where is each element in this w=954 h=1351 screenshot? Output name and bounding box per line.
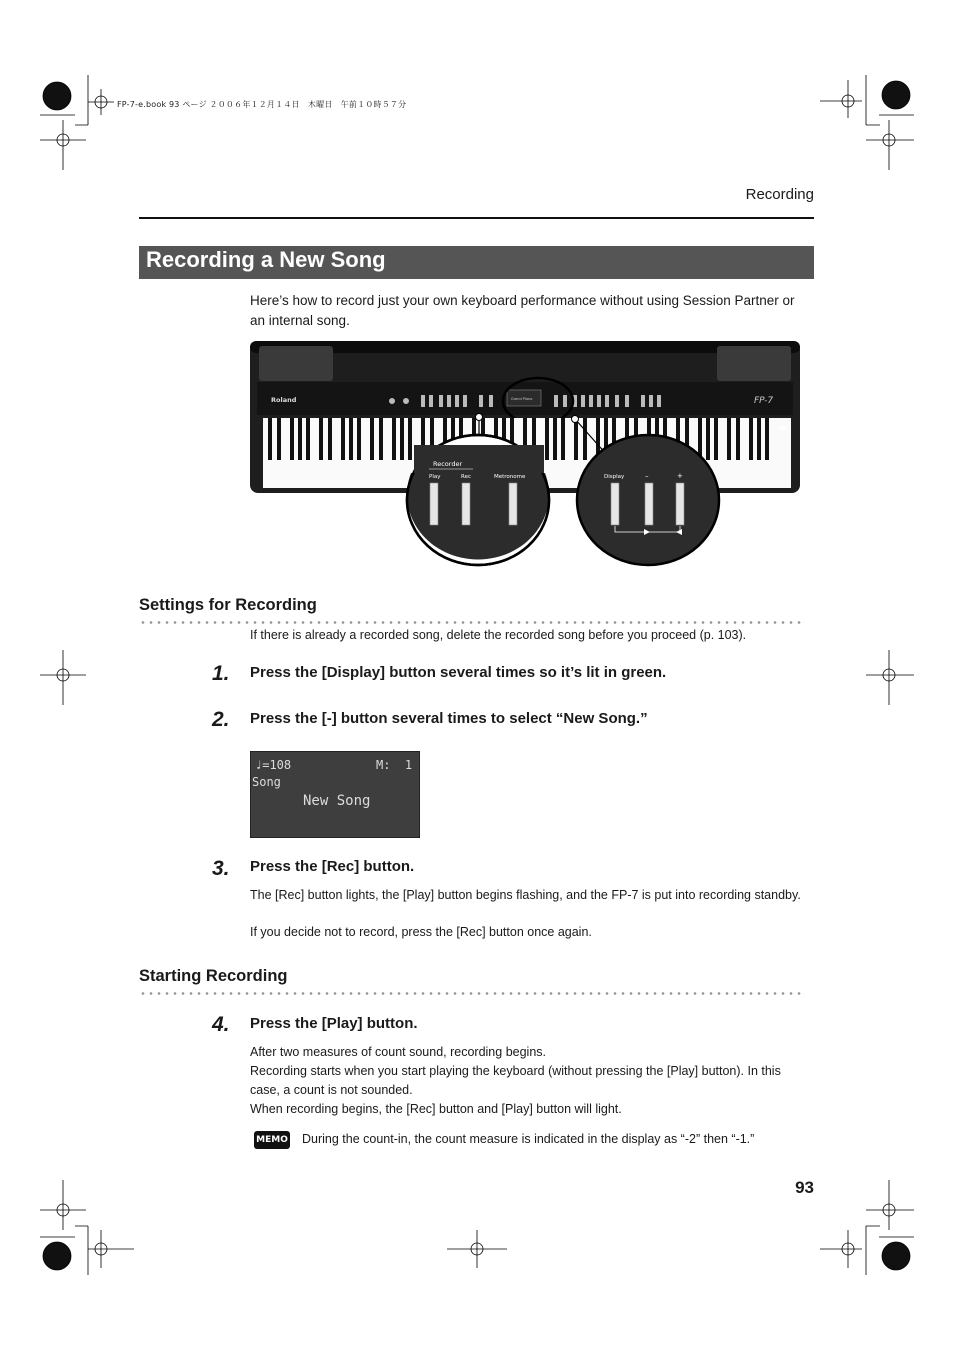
section-heading-settings: Settings for Recording [139, 596, 317, 614]
section-note: If there is already a recorded song, delete the recorded song before you proceed (p. 103). [250, 628, 747, 642]
callout-plus-label: + [677, 472, 683, 480]
lcd-display [250, 751, 420, 838]
page-title: Recording a New Song [146, 247, 386, 272]
file-header: FP-7-e.book 93 ページ ２００６年１２月１４日 木曜日 午前１０時５７分 [117, 100, 407, 109]
lcd-value: New Song [303, 793, 371, 809]
section-divider [139, 992, 803, 995]
step-body: Recording starts when you start playing the keyboard (without pressing the [Play] button). In this case, a count is not sounded. [250, 1064, 781, 1097]
step-number: 2. [212, 708, 230, 731]
callout-play-label: Play [429, 474, 441, 480]
callout-display-label: Display [604, 474, 625, 480]
lcd-label: Song [252, 775, 281, 789]
step-text: Press the [Display] button several times so it’s lit in green. [250, 664, 667, 681]
step-text: Press the [-] button several times to select “New Song.” [250, 710, 648, 727]
memo-text: During the count-in, the count measure is indicated in the display as “-2” then “-1.” [302, 1132, 755, 1146]
step-body: If you decide not to record, press the [Rec] button once again. [250, 925, 592, 939]
step-body: After two measures of count sound, recording begins. [250, 1045, 546, 1059]
keyboard-illustration [249, 340, 802, 572]
memo-icon: MEMO [254, 1131, 290, 1149]
header-rule [139, 217, 814, 219]
step-text: Press the [Play] button. [250, 1015, 418, 1032]
section-divider [139, 621, 803, 624]
lcd-tempo: ♩=108 [255, 758, 292, 772]
panel-display: Grand Piano [511, 397, 533, 401]
brand-logo: Roland [271, 396, 297, 404]
running-head: Recording [745, 186, 814, 203]
callout-minus-label: – [645, 472, 649, 480]
step-number: 1. [212, 662, 230, 685]
callout-recorder-label: Recorder [433, 460, 463, 468]
step-body: When recording begins, the [Rec] button and [Play] button will light. [250, 1102, 622, 1116]
section-heading-starting: Starting Recording [139, 967, 288, 985]
step-number: 3. [212, 857, 230, 880]
step-body: The [Rec] button lights, the [Play] button begins flashing, and the FP-7 is put into recording standby. [250, 888, 801, 902]
callout-rec-label: Rec [461, 474, 471, 480]
page-number: 93 [795, 1178, 814, 1197]
intro-paragraph: Here’s how to record just your own keyboard performance without using Session Partner or an internal song. [250, 293, 795, 328]
lcd-measure: M: 1 [376, 758, 413, 772]
callout-metronome-label: Metronome [494, 474, 526, 480]
model-logo: FP-7 [754, 396, 774, 406]
step-number: 4. [212, 1013, 230, 1036]
step-text: Press the [Rec] button. [250, 858, 415, 875]
